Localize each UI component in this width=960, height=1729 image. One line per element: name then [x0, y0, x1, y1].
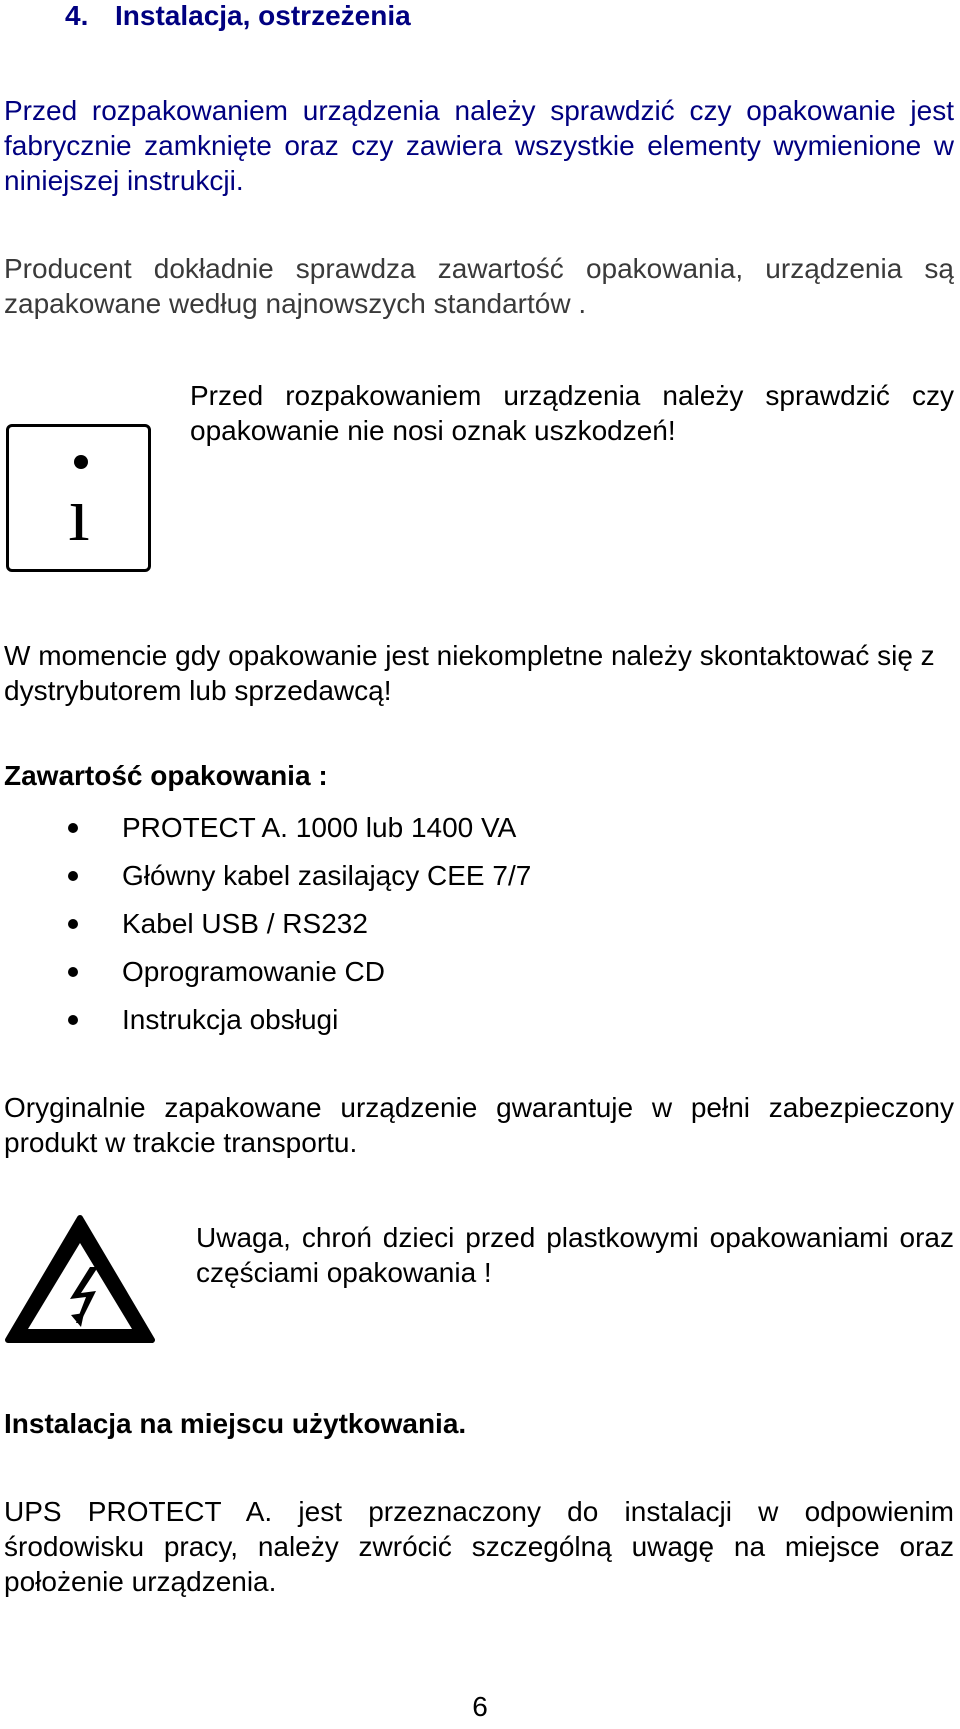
list-item: [0, 900, 531, 948]
info-note-text: Przed rozpakowaniem urządzenia należy sprawdzić czy opakowanie nie nosi oznak uszkodzeń!: [190, 380, 954, 446]
bullet-icon: [68, 1015, 78, 1025]
warning-note-text: Uwaga, chroń dzieci przed plastkowymi opakowaniami oraz częściami opakowania !: [196, 1222, 954, 1288]
section-title: Instalacja, ostrzeżenia: [115, 0, 411, 31]
page-number: 6: [472, 1691, 488, 1722]
list-item-label: Instrukcja obsługi: [122, 1004, 339, 1035]
standards-paragraph: Producent dokładnie sprawdza zawartość opakowania, urządzenia są zapakowane według najnowszych standartów .: [4, 253, 954, 319]
section-number: 4.: [65, 0, 89, 31]
list-item: [0, 996, 531, 1044]
bullet-icon: [68, 871, 78, 881]
list-item: [0, 948, 531, 996]
installation-heading: Instalacja na miejscu użytkowania.: [4, 1408, 467, 1439]
list-item: [0, 852, 531, 900]
bullet-icon: [68, 919, 78, 929]
svg-text:ı: ı: [68, 470, 90, 557]
bullet-icon: [68, 967, 78, 977]
info-icon: [6, 424, 151, 572]
list-item: [0, 804, 531, 852]
incomplete-note: W momencie gdy opakowanie jest niekompletne należy skontaktować się z dystrybutorem lub sprzedawcą!: [4, 640, 935, 706]
high-voltage-warning-icon: [4, 1213, 156, 1345]
bullet-icon: [68, 823, 78, 833]
installation-text: UPS PROTECT A. jest przeznaczony do instalacji w odpowienim środowisku pracy, należy zwrócić szczególną uwagę na miejsce oraz położenie urządzenia.: [4, 1496, 954, 1597]
section-heading: [65, 0, 411, 33]
contents-list: [0, 804, 531, 1044]
list-item-label: Oprogramowanie CD: [122, 956, 385, 987]
packaging-note: Oryginalnie zapakowane urządzenie gwarantuje w pełni zabezpieczony produkt w trakcie transportu.: [4, 1092, 954, 1158]
list-item-label: PROTECT A. 1000 lub 1400 VA: [122, 812, 517, 843]
contents-heading: Zawartość opakowania :: [4, 760, 328, 791]
list-item-label: Główny kabel zasilający CEE 7/7: [122, 860, 532, 891]
list-item-label: Kabel USB / RS232: [122, 908, 368, 939]
intro-paragraph: Przed rozpakowaniem urządzenia należy sprawdzić czy opakowanie jest fabrycznie zamknięte oraz czy zawiera wszystkie elementy wymienione w niniejszej instrukcji.: [4, 95, 954, 196]
